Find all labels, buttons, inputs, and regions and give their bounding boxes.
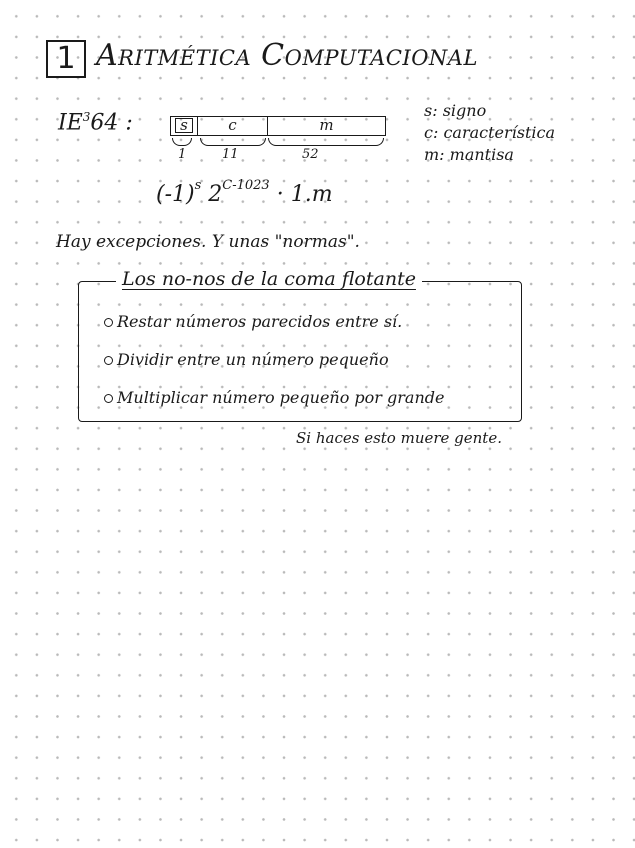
field-legend <box>424 100 555 166</box>
bit-field-mantissa: m <box>268 116 386 136</box>
brace-characteristic <box>200 138 266 146</box>
formula-tail: · 1.m <box>276 182 333 207</box>
rule-item <box>104 350 389 369</box>
ieee-label-tail: 64 : <box>90 110 133 136</box>
brace-mantissa <box>268 138 384 146</box>
bit-width-mantissa: 52 <box>302 147 319 162</box>
bit-width-characteristic: 11 <box>222 147 239 162</box>
bullet-icon <box>104 394 113 403</box>
bit-field-sign <box>170 116 198 136</box>
section-number: 1 <box>46 40 86 78</box>
rule-item <box>104 388 444 407</box>
bit-field-sign-label: s <box>175 118 193 133</box>
formula-base: (-1) <box>156 182 195 207</box>
ieee-label <box>58 110 133 135</box>
brace-sign <box>172 138 192 146</box>
rule-item <box>104 312 402 331</box>
formula-base-exponent: s <box>194 178 202 193</box>
rule-item-text: Multiplicar número pequeño por grande <box>117 388 445 407</box>
bit-width-sign: 1 <box>178 147 187 162</box>
bullet-icon <box>104 318 113 327</box>
formula-two-exponent: C-1023 <box>222 178 270 193</box>
value-formula <box>156 178 333 207</box>
rule-item-text: Dividir entre un número pequeño <box>117 350 389 369</box>
legend-item: m: mantisa <box>424 145 514 164</box>
formula-two: 2 <box>208 182 223 207</box>
bit-layout-diagram <box>170 116 386 136</box>
warning-note: Si haces esto muere gente. <box>296 429 502 447</box>
rule-item-text: Restar números parecidos entre sí. <box>117 312 403 331</box>
exceptions-line: Hay excepciones. Y unas "normas". <box>56 232 360 252</box>
page-title: Aritmética Computacional <box>96 38 478 73</box>
bit-field-characteristic: c <box>198 116 268 136</box>
bullet-icon <box>104 356 113 365</box>
ieee-label-base: IE <box>58 110 83 136</box>
ieee-label-exponent: 3 <box>82 110 91 124</box>
rules-box-title: Los no-nos de la coma flotante <box>116 268 422 290</box>
legend-item: s: signo <box>424 101 487 120</box>
legend-item: c: característica <box>424 123 556 142</box>
